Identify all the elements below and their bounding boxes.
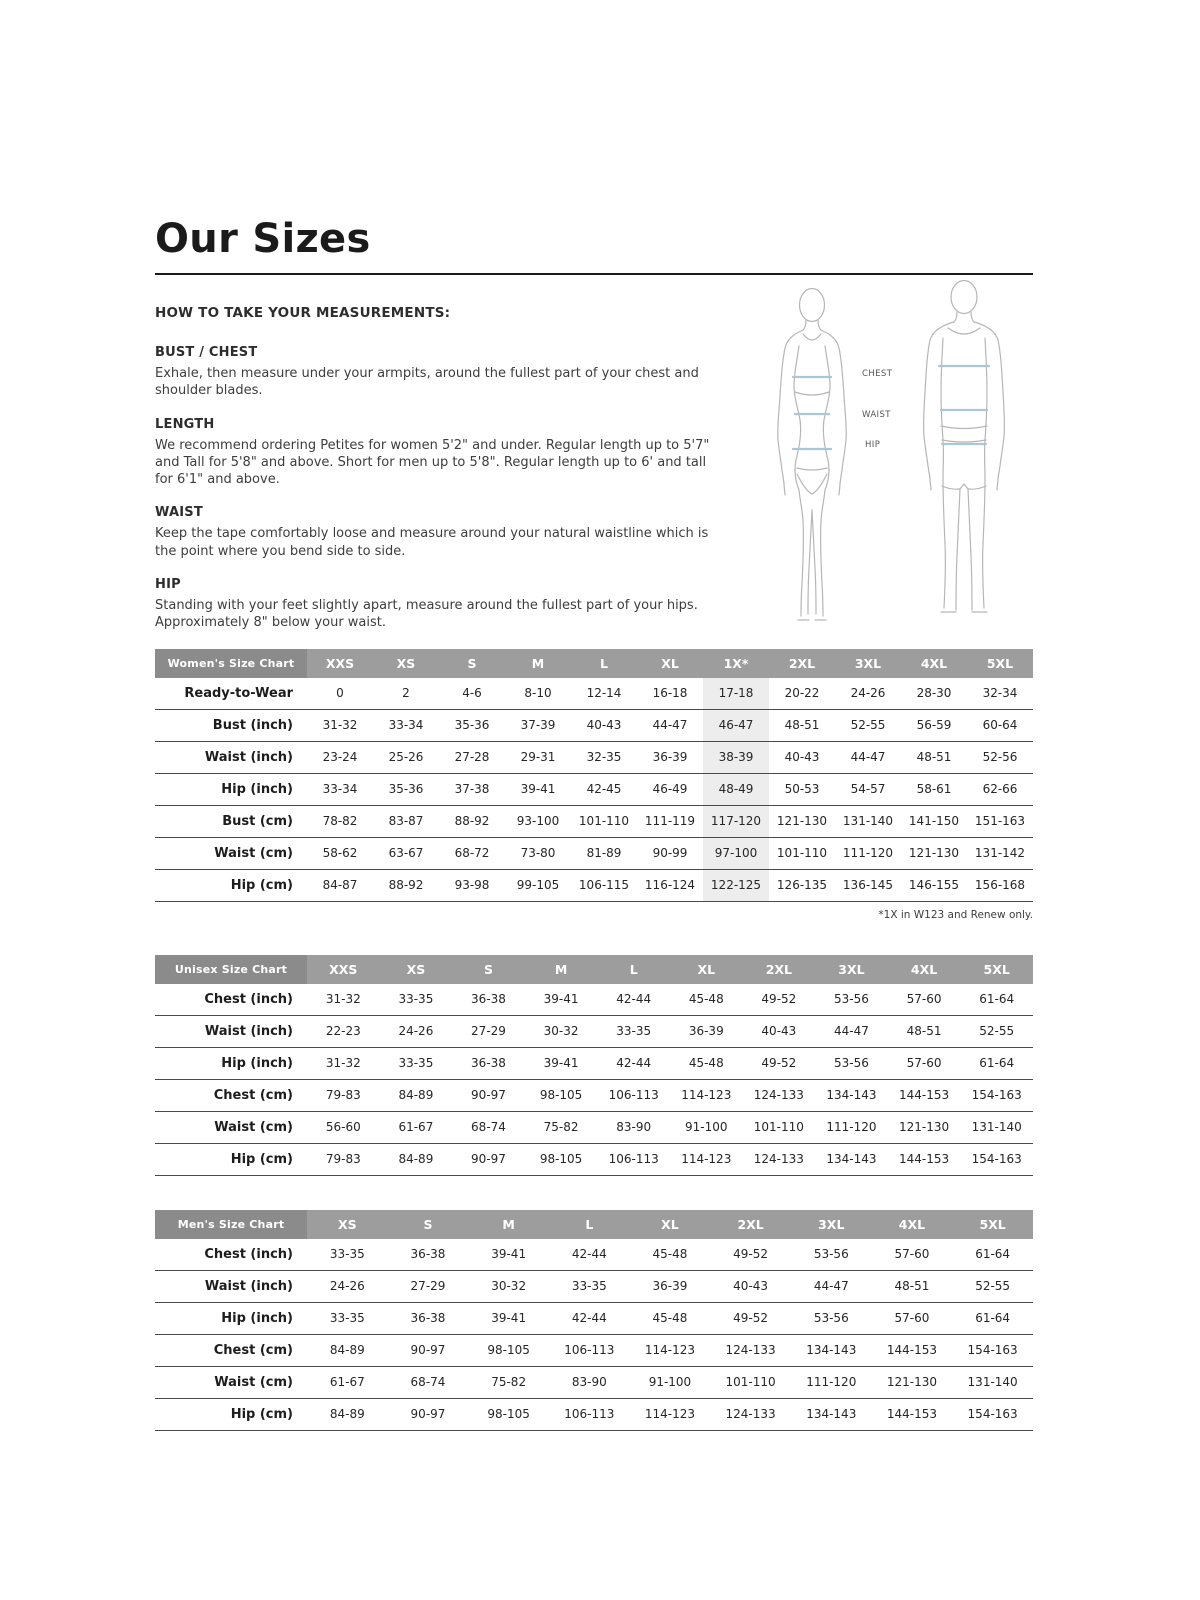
- size-cell: 16-18: [637, 678, 703, 710]
- size-cell: 90-97: [452, 1079, 525, 1111]
- size-column-header: XXS: [307, 649, 373, 678]
- size-cell: 121-130: [872, 1366, 953, 1398]
- size-cell: 90-97: [388, 1334, 469, 1366]
- size-cell: 154-163: [952, 1398, 1033, 1430]
- size-cell: 44-47: [815, 1015, 888, 1047]
- size-cell: 154-163: [952, 1334, 1033, 1366]
- row-label: Chest (cm): [155, 1334, 307, 1366]
- size-cell: 36-39: [637, 741, 703, 773]
- size-cell: 20-22: [769, 678, 835, 710]
- size-cell: 36-38: [388, 1239, 469, 1271]
- size-cell: 93-100: [505, 805, 571, 837]
- size-cell: 134-143: [815, 1079, 888, 1111]
- size-cell: 141-150: [901, 805, 967, 837]
- size-cell: 68-74: [452, 1111, 525, 1143]
- female-figure-illustration: [755, 284, 870, 624]
- measurement-section-heading: WAIST: [155, 505, 203, 521]
- size-cell: 30-32: [525, 1015, 598, 1047]
- size-cell: 33-35: [307, 1302, 388, 1334]
- size-cell: 131-140: [835, 805, 901, 837]
- size-cell: 57-60: [872, 1302, 953, 1334]
- measurement-section-body: Keep the tape comfortably loose and measure around your natural waistline which is the point where you bend side to side.: [155, 526, 709, 559]
- size-cell: 83-90: [549, 1366, 630, 1398]
- size-cell: 98-105: [468, 1398, 549, 1430]
- size-column-header: 3XL: [791, 1210, 872, 1239]
- size-cell: 40-43: [769, 741, 835, 773]
- size-column-header: M: [505, 649, 571, 678]
- size-cell: 30-32: [468, 1270, 549, 1302]
- size-cell: 114-123: [630, 1334, 711, 1366]
- title-divider: [155, 273, 1033, 275]
- size-cell: 61-67: [307, 1366, 388, 1398]
- size-cell: 48-51: [901, 741, 967, 773]
- size-cell: 45-48: [630, 1239, 711, 1271]
- size-cell: 22-23: [307, 1015, 380, 1047]
- size-cell: 36-39: [630, 1270, 711, 1302]
- size-cell: 91-100: [670, 1111, 743, 1143]
- size-cell: 114-123: [670, 1143, 743, 1175]
- size-cell: 154-163: [960, 1143, 1033, 1175]
- how-to-heading: HOW TO TAKE YOUR MEASUREMENTS:: [155, 305, 451, 321]
- size-column-header: 4XL: [888, 955, 961, 984]
- size-cell: 131-140: [960, 1111, 1033, 1143]
- size-cell: 36-38: [388, 1302, 469, 1334]
- table-footnote: *1X in W123 and Renew only.: [878, 908, 1033, 921]
- size-cell: 151-163: [967, 805, 1033, 837]
- size-cell: 106-113: [549, 1398, 630, 1430]
- size-cell: 60-64: [967, 709, 1033, 741]
- size-cell: 101-110: [769, 837, 835, 869]
- size-cell: 28-30: [901, 678, 967, 710]
- measurement-section-heading: HIP: [155, 576, 181, 592]
- measurement-instructions: [155, 305, 727, 632]
- size-cell: 121-130: [901, 837, 967, 869]
- size-column-header: L: [571, 649, 637, 678]
- size-cell: 37-38: [439, 773, 505, 805]
- size-cell: 144-153: [888, 1143, 961, 1175]
- row-label: Hip (cm): [155, 869, 307, 901]
- size-cell: 53-56: [815, 984, 888, 1016]
- measurement-section: [155, 505, 727, 560]
- size-cell: 124-133: [743, 1079, 816, 1111]
- table-title: Women's Size Chart: [155, 649, 307, 678]
- size-cell: 61-64: [952, 1239, 1033, 1271]
- size-cell: 57-60: [872, 1239, 953, 1271]
- size-column-header: M: [525, 955, 598, 984]
- size-cell: 12-14: [571, 678, 637, 710]
- size-cell: 44-47: [791, 1270, 872, 1302]
- size-cell: 124-133: [710, 1398, 791, 1430]
- measurement-section-body: We recommend ordering Petites for women 5'2" and under. Regular length up to 5'7" and Tall for 5'8" and above. Short for men up to 5'8". Regular length up to 6' and tall for 6'1" and above.: [155, 437, 710, 488]
- size-cell: 68-74: [388, 1366, 469, 1398]
- size-column-header: 2XL: [743, 955, 816, 984]
- size-cell: 48-51: [769, 709, 835, 741]
- size-cell: 23-24: [307, 741, 373, 773]
- size-table-block-unisex: [155, 955, 1033, 1176]
- size-cell: 49-52: [743, 1047, 816, 1079]
- size-cell: 134-143: [791, 1334, 872, 1366]
- size-cell: 83-87: [373, 805, 439, 837]
- size-cell: 136-145: [835, 869, 901, 901]
- size-cell: 124-133: [710, 1334, 791, 1366]
- size-cell: 134-143: [791, 1398, 872, 1430]
- size-cell: 116-124: [637, 869, 703, 901]
- size-column-header: XL: [670, 955, 743, 984]
- hip-label: HIP: [865, 440, 881, 450]
- row-label: Chest (inch): [155, 1239, 307, 1271]
- size-column-header: L: [549, 1210, 630, 1239]
- size-cell: 114-123: [630, 1398, 711, 1430]
- size-cell: 58-62: [307, 837, 373, 869]
- size-cell: 52-55: [960, 1015, 1033, 1047]
- size-column-header: S: [439, 649, 505, 678]
- size-column-header: XS: [373, 649, 439, 678]
- size-cell: 61-64: [960, 1047, 1033, 1079]
- size-cell: 106-113: [597, 1143, 670, 1175]
- size-cell: 39-41: [525, 1047, 598, 1079]
- size-cell: 131-142: [967, 837, 1033, 869]
- size-cell: 42-44: [597, 1047, 670, 1079]
- size-cell: 57-60: [888, 1047, 961, 1079]
- size-cell: 111-120: [835, 837, 901, 869]
- size-cell: 33-34: [373, 709, 439, 741]
- size-cell: 36-39: [670, 1015, 743, 1047]
- size-cell: 49-52: [710, 1239, 791, 1271]
- size-cell: 124-133: [743, 1143, 816, 1175]
- size-cell: 31-32: [307, 709, 373, 741]
- size-cell: 42-45: [571, 773, 637, 805]
- size-cell: 98-105: [525, 1143, 598, 1175]
- size-cell: 52-55: [835, 709, 901, 741]
- size-cell: 42-44: [597, 984, 670, 1016]
- size-cell: 32-35: [571, 741, 637, 773]
- size-cell: 117-120: [703, 805, 769, 837]
- male-figure-illustration: [897, 278, 1032, 618]
- size-cell: 45-48: [630, 1302, 711, 1334]
- size-column-header: M: [468, 1210, 549, 1239]
- size-cell: 44-47: [637, 709, 703, 741]
- size-cell: 53-56: [815, 1047, 888, 1079]
- size-cell: 0: [307, 678, 373, 710]
- size-cell: 24-26: [307, 1270, 388, 1302]
- size-cell: 24-26: [835, 678, 901, 710]
- size-column-header: 2XL: [710, 1210, 791, 1239]
- size-cell: 42-44: [549, 1302, 630, 1334]
- size-cell: 61-67: [380, 1111, 453, 1143]
- size-cell: 90-97: [452, 1143, 525, 1175]
- waist-label: WAIST: [862, 410, 891, 420]
- size-cell: 81-89: [571, 837, 637, 869]
- row-label: Waist (cm): [155, 1366, 307, 1398]
- size-cell: 49-52: [743, 984, 816, 1016]
- size-column-header: 4XL: [872, 1210, 953, 1239]
- size-cell: 121-130: [769, 805, 835, 837]
- size-cell: 83-90: [597, 1111, 670, 1143]
- table-title: Men's Size Chart: [155, 1210, 307, 1239]
- size-cell: 84-89: [380, 1143, 453, 1175]
- size-cell: 99-105: [505, 869, 571, 901]
- table-title: Unisex Size Chart: [155, 955, 307, 984]
- size-cell: 90-97: [388, 1398, 469, 1430]
- size-cell: 88-92: [373, 869, 439, 901]
- size-cell: 17-18: [703, 678, 769, 710]
- size-cell: 44-47: [835, 741, 901, 773]
- size-cell: 46-49: [637, 773, 703, 805]
- size-cell: 57-60: [888, 984, 961, 1016]
- size-cell: 101-110: [743, 1111, 816, 1143]
- size-cell: 33-34: [307, 773, 373, 805]
- size-cell: 68-72: [439, 837, 505, 869]
- size-cell: 27-29: [452, 1015, 525, 1047]
- size-cell: 39-41: [505, 773, 571, 805]
- size-cell: 121-130: [888, 1111, 961, 1143]
- size-cell: 106-113: [549, 1334, 630, 1366]
- size-guide-page: [155, 218, 1033, 1465]
- size-cell: 56-59: [901, 709, 967, 741]
- size-cell: 98-105: [468, 1334, 549, 1366]
- row-label: Hip (cm): [155, 1143, 307, 1175]
- size-cell: 33-35: [380, 984, 453, 1016]
- size-table: [155, 955, 1033, 1176]
- size-column-header: XL: [630, 1210, 711, 1239]
- figure-illustrations: [753, 278, 1035, 628]
- row-label: Waist (cm): [155, 837, 307, 869]
- size-column-header: S: [388, 1210, 469, 1239]
- size-cell: 156-168: [967, 869, 1033, 901]
- size-cell: 45-48: [670, 984, 743, 1016]
- size-cell: 90-99: [637, 837, 703, 869]
- size-column-header: 5XL: [960, 955, 1033, 984]
- row-label: Hip (inch): [155, 1302, 307, 1334]
- size-cell: 48-51: [888, 1015, 961, 1047]
- measurement-section: [155, 345, 727, 400]
- size-column-header: L: [597, 955, 670, 984]
- size-cell: 40-43: [571, 709, 637, 741]
- size-column-header: 2XL: [769, 649, 835, 678]
- size-cell: 56-60: [307, 1111, 380, 1143]
- row-label: Waist (cm): [155, 1111, 307, 1143]
- measurement-sections: [155, 345, 727, 632]
- row-label: Ready-to-Wear: [155, 678, 307, 710]
- size-cell: 75-82: [525, 1111, 598, 1143]
- row-label: Bust (inch): [155, 709, 307, 741]
- size-cell: 49-52: [710, 1302, 791, 1334]
- measurement-section: [155, 417, 727, 489]
- size-cell: 31-32: [307, 984, 380, 1016]
- size-cell: 39-41: [525, 984, 598, 1016]
- size-cell: 8-10: [505, 678, 571, 710]
- size-cell: 154-163: [960, 1079, 1033, 1111]
- size-cell: 111-120: [815, 1111, 888, 1143]
- size-cell: 39-41: [468, 1302, 549, 1334]
- size-column-header: XS: [307, 1210, 388, 1239]
- chest-label: CHEST: [862, 369, 893, 379]
- size-cell: 84-89: [307, 1398, 388, 1430]
- size-column-header: 5XL: [952, 1210, 1033, 1239]
- measurement-section-heading: LENGTH: [155, 416, 215, 432]
- size-cell: 2: [373, 678, 439, 710]
- size-cell: 62-66: [967, 773, 1033, 805]
- size-cell: 25-26: [373, 741, 439, 773]
- measurement-section-body: Standing with your feet slightly apart, measure around the fullest part of your hips. Approximately 8" below your waist.: [155, 597, 698, 631]
- size-cell: 32-34: [967, 678, 1033, 710]
- size-column-header: XS: [380, 955, 453, 984]
- size-cell: 75-82: [468, 1366, 549, 1398]
- size-cell: 79-83: [307, 1079, 380, 1111]
- size-cell: 37-39: [505, 709, 571, 741]
- row-label: Waist (inch): [155, 741, 307, 773]
- size-cell: 27-29: [388, 1270, 469, 1302]
- size-cell: 53-56: [791, 1302, 872, 1334]
- size-cell: 50-53: [769, 773, 835, 805]
- size-cell: 53-56: [791, 1239, 872, 1271]
- size-cell: 54-57: [835, 773, 901, 805]
- size-cell: 61-64: [960, 984, 1033, 1016]
- size-cell: 84-87: [307, 869, 373, 901]
- size-cell: 131-140: [952, 1366, 1033, 1398]
- size-cell: 45-48: [670, 1047, 743, 1079]
- size-cell: 106-115: [571, 869, 637, 901]
- size-cell: 33-35: [307, 1239, 388, 1271]
- size-cell: 134-143: [815, 1143, 888, 1175]
- size-cell: 111-120: [791, 1366, 872, 1398]
- size-table-block-mens: [155, 1210, 1033, 1431]
- size-cell: 144-153: [872, 1398, 953, 1430]
- size-column-header: S: [452, 955, 525, 984]
- size-cell: 79-83: [307, 1143, 380, 1175]
- size-cell: 78-82: [307, 805, 373, 837]
- size-cell: 144-153: [872, 1334, 953, 1366]
- size-cell: 101-110: [710, 1366, 791, 1398]
- size-cell: 40-43: [743, 1015, 816, 1047]
- size-cell: 63-67: [373, 837, 439, 869]
- size-cell: 38-39: [703, 741, 769, 773]
- size-cell: 146-155: [901, 869, 967, 901]
- size-cell: 101-110: [571, 805, 637, 837]
- measurement-section-heading: BUST / CHEST: [155, 345, 258, 360]
- row-label: Hip (cm): [155, 1398, 307, 1430]
- size-cell: 58-61: [901, 773, 967, 805]
- size-column-header: 5XL: [967, 649, 1033, 678]
- size-cell: 73-80: [505, 837, 571, 869]
- size-cell: 39-41: [468, 1239, 549, 1271]
- size-cell: 33-35: [380, 1047, 453, 1079]
- size-cell: 114-123: [670, 1079, 743, 1111]
- row-label: Chest (inch): [155, 984, 307, 1016]
- size-cell: 93-98: [439, 869, 505, 901]
- size-column-header: 4XL: [901, 649, 967, 678]
- size-column-header: 1X*: [703, 649, 769, 678]
- size-cell: 91-100: [630, 1366, 711, 1398]
- size-cell: 46-47: [703, 709, 769, 741]
- measurement-section-body: Exhale, then measure under your armpits, around the fullest part of your chest and shoulder blades.: [155, 366, 699, 399]
- size-cell: 126-135: [769, 869, 835, 901]
- row-label: Chest (cm): [155, 1079, 307, 1111]
- size-column-header: XL: [637, 649, 703, 678]
- size-cell: 97-100: [703, 837, 769, 869]
- size-cell: 61-64: [952, 1302, 1033, 1334]
- size-cell: 88-92: [439, 805, 505, 837]
- size-cell: 36-38: [452, 984, 525, 1016]
- page-title: Our Sizes: [155, 216, 371, 262]
- size-cell: 4-6: [439, 678, 505, 710]
- size-cell: 144-153: [888, 1079, 961, 1111]
- size-cell: 33-35: [597, 1015, 670, 1047]
- size-table-block-womens: [155, 649, 1033, 921]
- size-cell: 48-49: [703, 773, 769, 805]
- size-tables: [155, 649, 1033, 1431]
- size-cell: 33-35: [549, 1270, 630, 1302]
- row-label: Hip (inch): [155, 1047, 307, 1079]
- size-cell: 84-89: [307, 1334, 388, 1366]
- size-cell: 24-26: [380, 1015, 453, 1047]
- size-column-header: 3XL: [835, 649, 901, 678]
- size-column-header: XXS: [307, 955, 380, 984]
- size-cell: 31-32: [307, 1047, 380, 1079]
- size-cell: 36-38: [452, 1047, 525, 1079]
- size-table: [155, 1210, 1033, 1431]
- row-label: Bust (cm): [155, 805, 307, 837]
- size-cell: 52-56: [967, 741, 1033, 773]
- row-label: Hip (inch): [155, 773, 307, 805]
- size-cell: 27-28: [439, 741, 505, 773]
- size-cell: 35-36: [373, 773, 439, 805]
- size-cell: 40-43: [710, 1270, 791, 1302]
- size-cell: 122-125: [703, 869, 769, 901]
- size-cell: 84-89: [380, 1079, 453, 1111]
- row-label: Waist (inch): [155, 1015, 307, 1047]
- size-cell: 106-113: [597, 1079, 670, 1111]
- size-cell: 111-119: [637, 805, 703, 837]
- size-cell: 29-31: [505, 741, 571, 773]
- row-label: Waist (inch): [155, 1270, 307, 1302]
- size-column-header: 3XL: [815, 955, 888, 984]
- size-cell: 52-55: [952, 1270, 1033, 1302]
- size-table: [155, 649, 1033, 902]
- size-cell: 98-105: [525, 1079, 598, 1111]
- size-cell: 42-44: [549, 1239, 630, 1271]
- size-cell: 35-36: [439, 709, 505, 741]
- measurement-section: [155, 577, 727, 632]
- size-cell: 48-51: [872, 1270, 953, 1302]
